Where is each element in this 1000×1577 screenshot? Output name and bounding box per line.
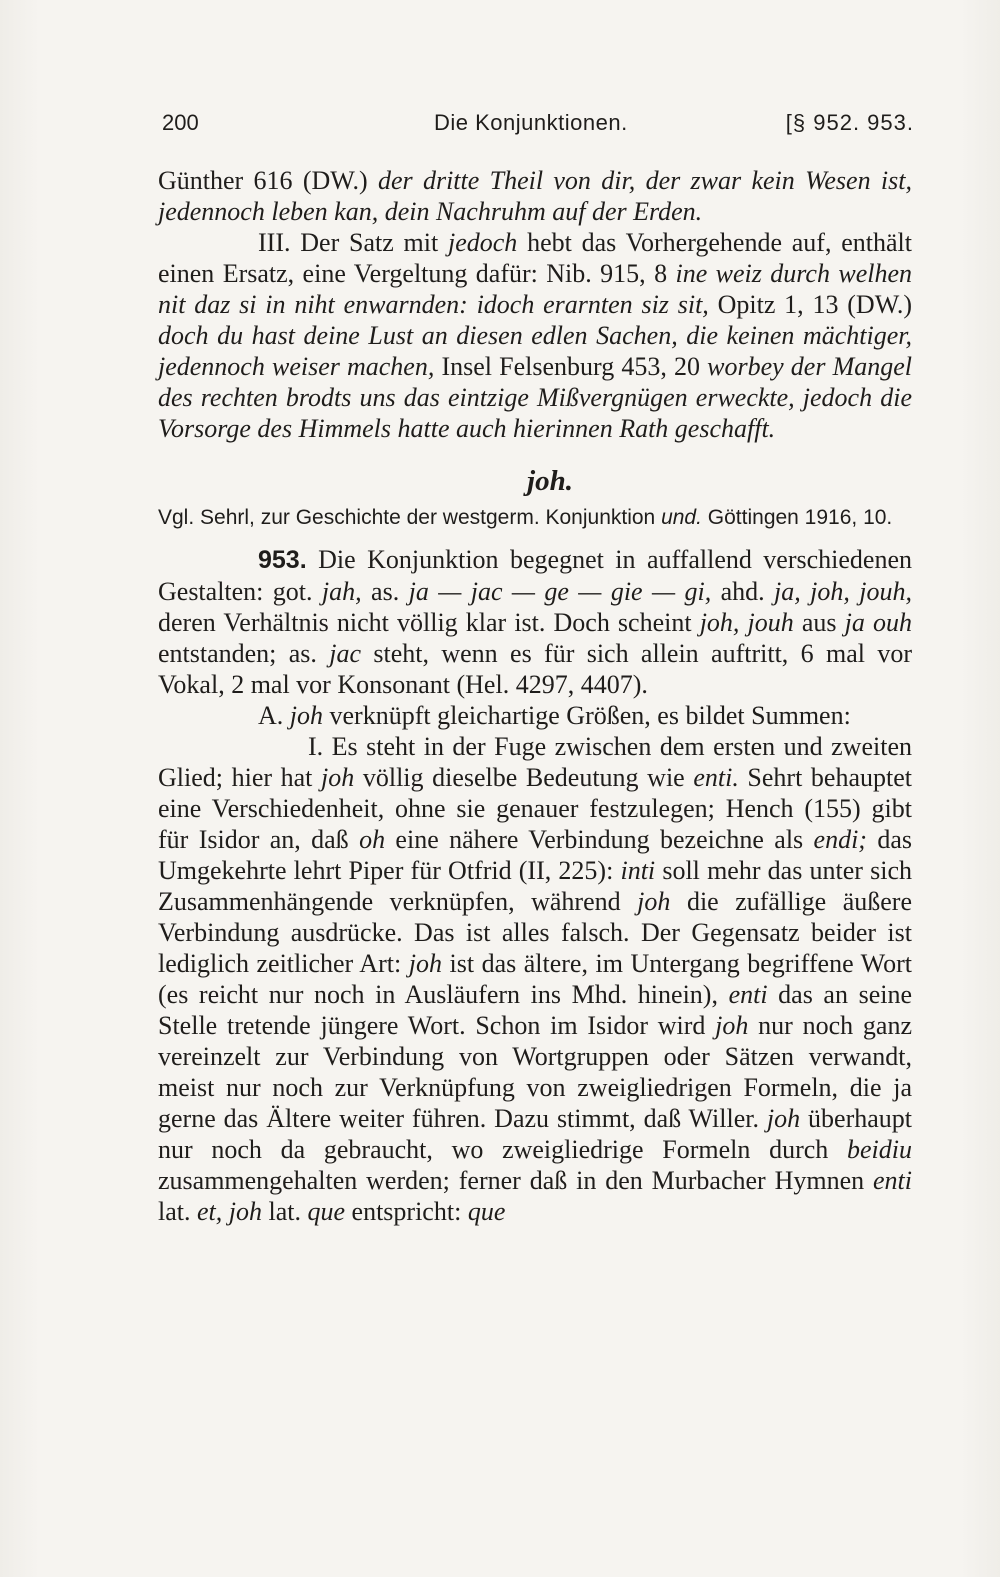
paragraph-953-text: Die Konjunktion begegnet in auffallend verschiedenen Gestalten: got. jah, as. ja — jac — ge — gie — gi, ahd. ja, joh, jouh, deren Verhältnis nicht völlig klar ist. Doch scheint joh, jouh aus ja ouh entstanden; as. jac steht, wenn es für sich allein auftritt, 6 mal vor Vokal, 2 mal vor Konsonant (Hel. 4297, 4407). [158,545,912,699]
italic-run: joh [766,1104,801,1133]
italic-run: que [307,1197,346,1226]
italic-run: que [467,1197,506,1226]
page-body [158,165,912,1227]
italic-run: joh [321,763,355,792]
paragraph-jedoch: III. Der Satz mit jedoch hebt das Vorhergehende auf, enthält einen Ersatz, eine Vergeltung dafür: Nib. 915, 8 ine weiz durch welhen nit daz si in niht enwarnden: idoch erarnten siz sit, Opitz 1, 13 (DW.) doch du hast deine Lust an diesen edlen Sachen, die keinen mächtiger, jedennoch weiser machen, Insel Felsenburg 453, 20 worbey der Mangel des rechten brodts uns das eintzige Mißvergnügen erweckte, jedoch die Vorsorge des Himmels hatte auch hierinnen Rath geschafft. [158,228,913,443]
paragraph-A: A. joh verknüpft gleichartige Größen, es bildet Summen: [258,701,851,730]
italic-run: ja, joh, jouh, [774,577,912,606]
italic-run: enti [873,1166,912,1195]
page-number: 200 [162,110,199,135]
italic-run: beidiu [847,1135,912,1164]
italic-run: enti. [693,763,739,792]
section-reference: [§ 952. 953. [785,110,914,135]
italic-run: und. [661,506,702,529]
italic-run: jedoch [447,228,518,257]
paragraph-953 [158,544,912,700]
section-title-joh: joh. [527,465,573,497]
italic-run: oh [359,825,386,854]
italic-run: jac [329,639,362,668]
italic-run: joh [637,887,671,916]
running-title: Die Konjunktionen. [434,110,628,135]
italic-run: jah, [321,577,362,606]
running-header [162,110,914,144]
italic-run: endi; [813,825,867,854]
italic-run: joh [289,701,324,730]
italic-run: enti [728,980,768,1009]
italic-run: joh [228,1197,262,1226]
italic-run: inti [620,856,656,885]
paragraph-I: I. Es steht in der Fuge zwischen dem ersten und zweiten Glied; hier hat joh völlig dieselbe Bedeutung wie enti. Sehrt behauptet eine Verschiedenheit, ohne sie genauer festzulegen; Hench (155) gibt für Isidor an, daß oh eine nähere Verbindung bezeichne als endi; das Umgekehrte lehrt Piper für Otfrid (II, 225): inti soll mehr das unter sich Zusammenhängende verknüpfen, während joh die zufällige äußere Verbindung ausdrücke. Das ist alles falsch. Der Gegensatz beider ist lediglich zeitlicher Art: joh ist das ältere, im Untergang begriffene Wort (es reicht nur noch in Ausläufern ins Mhd. hinein), enti das an seine Stelle tretende jüngere Wort. Schon im Isidor wird joh nur noch ganz vereinzelt zur Verbindung von Wortgruppen oder Sätzen verwandt, meist nur noch zur Verknüpfung von zweigliedrigen Formeln, die ja gerne das Ältere weiter führen. Dazu stimmt, daß Willer. joh überhaupt nur noch da gebraucht, wo zweigliedrige Formeln durch beidiu zusammengehalten werden; ferner daß in den Murbacher Hymnen enti lat. et, joh lat. que entspricht: que [158,732,913,1226]
italic-run: joh, jouh [699,608,794,637]
italic-run: et, [197,1197,223,1226]
paragraph-guenther: Günther 616 (DW.) der dritte Theil von dir, der zwar kein Wesen ist, jedennoch leben kan, dein Nachruhm auf der Erden. [158,166,912,226]
paragraph-number: 953. [258,546,307,574]
italic-run: joh [408,949,442,978]
italic-run: der dritte Theil von dir, der zwar kein Wesen ist, jedennoch leben kan, dein Nachruhm auf der Erden. [158,166,912,226]
italic-run: worbey der Mangel des rechten brodts uns das eintzige Mißvergnügen erweckte, jedoch die Vorsorge des Himmels hatte auch hierinnen Rath geschafft. [158,352,912,443]
italic-run: ja ouh [844,608,912,637]
italic-run: joh [715,1011,749,1040]
literature-reference: Vgl. Sehrl, zur Geschichte der westgerm. Konjunktion und. Göttingen 1916, 10. [158,506,893,529]
italic-run: ja — jac — ge — gie — gi, [408,577,712,606]
italic-run: doch du hast deine Lust an diesen edlen Sachen, die keinen mächtiger, jedennoch weiser machen, [158,321,912,381]
italic-run: ine weiz durch welhen nit daz si in niht enwarnden: idoch erarnten siz sit, [158,259,913,319]
